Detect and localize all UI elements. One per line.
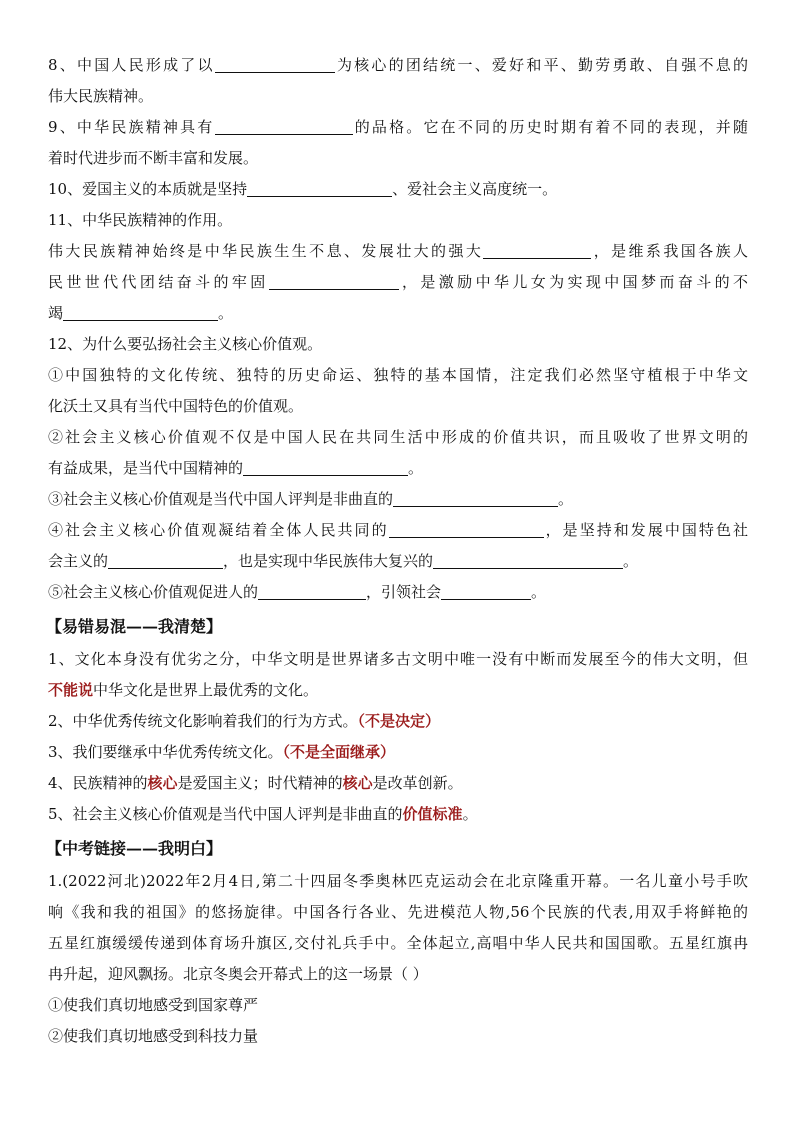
question-11-line-3: 竭 。 bbox=[48, 304, 234, 322]
question-11-line-2: 民世世代代团结奋斗的牢固 ，是激励中华儿女为实现中国梦而奋斗的不 bbox=[48, 273, 748, 291]
question-11-line-1: 伟大民族精神始终是中华民族生生不息、发展壮大的强大 ，是维系我国各族人 bbox=[48, 242, 748, 260]
answer-blank[interactable] bbox=[389, 519, 544, 538]
exam-option-2: ②使我们真切地感受到科技力量 bbox=[48, 1027, 259, 1045]
section-heading-exam: 【中考链接——我明白】 bbox=[46, 839, 223, 858]
question-12-item-5: ⑤社会主义核心价值观促进人的 ，引领社会 。 bbox=[48, 583, 547, 601]
question-9-line-2: 着时代进步而不断丰富和发展。 bbox=[48, 149, 259, 167]
question-12: 12、为什么要弘扬社会主义核心价值观。 bbox=[48, 335, 323, 353]
question-12-item-1-line-2: 化沃土又具有当代中国特色的价值观。 bbox=[48, 397, 304, 415]
answer-blank[interactable] bbox=[215, 54, 335, 73]
question-12-item-1-line-1: ①中国独特的文化传统、独特的历史命运、独特的基本国情，注定我们必然坚守植根于中华文 bbox=[48, 366, 748, 384]
answer-blank[interactable] bbox=[441, 581, 531, 600]
exam-question-1-line-2: 响《我和我的祖国》的悠扬旋律。中国各行各业、先进模范人物,56个民族的代表,用双手将鲜艳的 bbox=[48, 903, 748, 921]
exam-question-1-line-1: 1.(2022河北)2022年2月4日,第二十四届冬季奥林匹克运动会在北京隆重开幕。一名儿童小号手吹 bbox=[48, 872, 748, 890]
question-10: 10、爱国主义的本质就是坚持 、爱社会主义高度统一。 bbox=[48, 180, 558, 198]
mistake-2: 2、中华优秀传统文化影响着我们的行为方式。（不是决定） bbox=[48, 712, 441, 730]
question-12-item-3: ③社会主义核心价值观是当代中国人评判是非曲直的 。 bbox=[48, 490, 574, 508]
question-12-item-2-line-2: 有益成果，是当代中国精神的 。 bbox=[48, 459, 424, 477]
question-12-item-4-line-2: 会主义的 ，也是实现中华民族伟大复兴的 。 bbox=[48, 552, 639, 570]
answer-blank[interactable] bbox=[483, 240, 591, 259]
worksheet-page bbox=[48, 50, 748, 1052]
question-9-line-1: 9、中华民族精神具有 的品格。它在不同的历史时期有着不同的表现，并随 bbox=[48, 118, 748, 136]
answer-blank[interactable] bbox=[393, 488, 558, 507]
exam-question-1-line-4: 冉升起，迎风飘扬。北京冬奥会开幕式上的这一场景（ ） bbox=[48, 965, 428, 983]
exam-option-1: ①使我们真切地感受到国家尊严 bbox=[48, 996, 259, 1014]
mistake-4: 4、民族精神的核心是爱国主义；时代精神的核心是改革创新。 bbox=[48, 774, 463, 792]
answer-blank[interactable] bbox=[247, 178, 392, 197]
mistake-1-line-2: 不能说中华文化是世界上最优秀的文化。 bbox=[48, 681, 319, 699]
question-12-item-4-line-1: ④社会主义核心价值观凝结着全体人民共同的 ，是坚持和发展中国特色社 bbox=[48, 521, 748, 539]
exam-question-1-line-3: 五星红旗缓缓传递到体育场升旗区,交付礼兵手中。全体起立,高唱中华人民共和国国歌。五星红旗冉 bbox=[48, 934, 748, 952]
question-8-line-1: 8、中国人民形成了以 为核心的团结统一、爱好和平、勤劳勇敢、自强不息的 bbox=[48, 56, 748, 74]
question-11: 11、中华民族精神的作用。 bbox=[48, 211, 233, 229]
answer-blank[interactable] bbox=[63, 302, 218, 321]
answer-blank[interactable] bbox=[215, 116, 353, 135]
answer-blank[interactable] bbox=[433, 550, 623, 569]
mistake-5: 5、社会主义核心价值观是当代中国人评判是非曲直的价值标准。 bbox=[48, 805, 478, 823]
answer-blank[interactable] bbox=[243, 457, 408, 476]
question-8-line-2: 伟大民族精神。 bbox=[48, 87, 154, 105]
question-12-item-2-line-1: ②社会主义核心价值观不仅是中国人民在共同生活中形成的价值共识，而且吸收了世界文明的 bbox=[48, 428, 748, 446]
answer-blank[interactable] bbox=[258, 581, 366, 600]
answer-blank[interactable] bbox=[108, 550, 223, 569]
section-heading-mistakes: 【易错易混——我清楚】 bbox=[46, 617, 223, 636]
mistake-1-line-1: 1、文化本身没有优劣之分，中华文明是世界诸多古文明中唯一没有中断而发展至今的伟大文明，但 bbox=[48, 650, 748, 668]
mistake-3: 3、我们要继承中华优秀传统文化。（不是全面继承） bbox=[48, 743, 396, 761]
answer-blank[interactable] bbox=[269, 271, 399, 290]
